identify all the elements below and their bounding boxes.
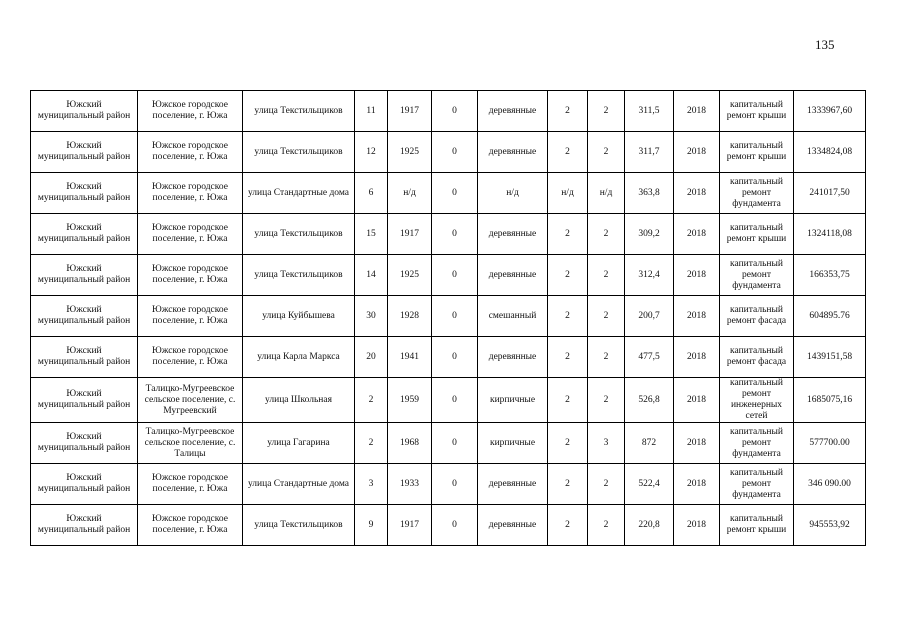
wall-material-cell: деревянные bbox=[478, 91, 548, 132]
floors-cell: 2 bbox=[548, 423, 588, 464]
value-cell: 0 bbox=[432, 91, 478, 132]
work-type-cell: капитальный ремонт фасада bbox=[720, 296, 794, 337]
build-year-cell: 1917 bbox=[388, 505, 432, 546]
wall-material-cell: деревянные bbox=[478, 464, 548, 505]
cost-cell: 1333967,60 bbox=[794, 91, 866, 132]
street-cell: улица Куйбышева bbox=[243, 296, 355, 337]
table-row bbox=[31, 91, 866, 132]
area-cell: 363,8 bbox=[625, 173, 674, 214]
area-cell: 312,4 bbox=[625, 255, 674, 296]
district-cell: Южский муниципальный район bbox=[31, 132, 138, 173]
value-cell: 0 bbox=[432, 423, 478, 464]
cost-cell: 346 090.00 bbox=[794, 464, 866, 505]
value-cell: 0 bbox=[432, 296, 478, 337]
area-cell: 311,7 bbox=[625, 132, 674, 173]
work-type-cell: капитальный ремонт инженерных сетей bbox=[720, 378, 794, 423]
table-row bbox=[31, 296, 866, 337]
table-row bbox=[31, 337, 866, 378]
plan-year-cell: 2018 bbox=[674, 505, 720, 546]
house-number-cell: 3 bbox=[355, 464, 388, 505]
settlement-cell: Талицко-Мугреевское сельское поселение, с. Мугреевский bbox=[138, 378, 243, 423]
cost-cell: 945553,92 bbox=[794, 505, 866, 546]
area-cell: 477,5 bbox=[625, 337, 674, 378]
work-type-cell: капитальный ремонт крыши bbox=[720, 505, 794, 546]
floors-cell: 2 bbox=[548, 214, 588, 255]
district-cell: Южский муниципальный район bbox=[31, 378, 138, 423]
wall-material-cell: деревянные bbox=[478, 132, 548, 173]
street-cell: улица Карла Маркса bbox=[243, 337, 355, 378]
area-cell: 200,7 bbox=[625, 296, 674, 337]
work-type-cell: капитальный ремонт фундамента bbox=[720, 423, 794, 464]
entrances-cell: 2 bbox=[588, 255, 625, 296]
value-cell: 0 bbox=[432, 173, 478, 214]
wall-material-cell: деревянные bbox=[478, 214, 548, 255]
work-type-cell: капитальный ремонт фундамента bbox=[720, 464, 794, 505]
street-cell: улица Текстильщиков bbox=[243, 132, 355, 173]
entrances-cell: 2 bbox=[588, 378, 625, 423]
build-year-cell: 1928 bbox=[388, 296, 432, 337]
district-cell: Южский муниципальный район bbox=[31, 255, 138, 296]
plan-year-cell: 2018 bbox=[674, 132, 720, 173]
cost-cell: 241017,50 bbox=[794, 173, 866, 214]
district-cell: Южский муниципальный район bbox=[31, 337, 138, 378]
floors-cell: 2 bbox=[548, 91, 588, 132]
floors-cell: 2 bbox=[548, 378, 588, 423]
area-cell: 309,2 bbox=[625, 214, 674, 255]
plan-year-cell: 2018 bbox=[674, 423, 720, 464]
street-cell: улица Текстильщиков bbox=[243, 214, 355, 255]
build-year-cell: 1917 bbox=[388, 91, 432, 132]
cost-cell: 1685075,16 bbox=[794, 378, 866, 423]
cost-cell: 577700.00 bbox=[794, 423, 866, 464]
build-year-cell: н/д bbox=[388, 173, 432, 214]
table-row bbox=[31, 423, 866, 464]
settlement-cell: Южское городское поселение, г. Южа bbox=[138, 132, 243, 173]
entrances-cell: 2 bbox=[588, 296, 625, 337]
area-cell: 522,4 bbox=[625, 464, 674, 505]
district-cell: Южский муниципальный район bbox=[31, 505, 138, 546]
value-cell: 0 bbox=[432, 132, 478, 173]
value-cell: 0 bbox=[432, 337, 478, 378]
wall-material-cell: н/д bbox=[478, 173, 548, 214]
page-number: 135 bbox=[815, 37, 835, 52]
entrances-cell: 2 bbox=[588, 132, 625, 173]
table-row bbox=[31, 173, 866, 214]
settlement-cell: Южское городское поселение, г. Южа bbox=[138, 214, 243, 255]
street-cell: улица Текстильщиков bbox=[243, 91, 355, 132]
district-cell: Южский муниципальный район bbox=[31, 214, 138, 255]
house-number-cell: 15 bbox=[355, 214, 388, 255]
cost-cell: 1324118,08 bbox=[794, 214, 866, 255]
house-number-cell: 12 bbox=[355, 132, 388, 173]
floors-cell: н/д bbox=[548, 173, 588, 214]
cost-cell: 166353,75 bbox=[794, 255, 866, 296]
area-cell: 311,5 bbox=[625, 91, 674, 132]
entrances-cell: 2 bbox=[588, 464, 625, 505]
entrances-cell: 2 bbox=[588, 505, 625, 546]
district-cell: Южский муниципальный район bbox=[31, 173, 138, 214]
settlement-cell: Южское городское поселение, г. Южа bbox=[138, 296, 243, 337]
settlement-cell: Талицко-Мугреевское сельское поселение, с. Талицы bbox=[138, 423, 243, 464]
settlement-cell: Южское городское поселение, г. Южа bbox=[138, 464, 243, 505]
wall-material-cell: деревянные bbox=[478, 505, 548, 546]
floors-cell: 2 bbox=[548, 296, 588, 337]
cost-cell: 604895.76 bbox=[794, 296, 866, 337]
build-year-cell: 1959 bbox=[388, 378, 432, 423]
area-cell: 872 bbox=[625, 423, 674, 464]
area-cell: 220,8 bbox=[625, 505, 674, 546]
street-cell: улица Школьная bbox=[243, 378, 355, 423]
value-cell: 0 bbox=[432, 378, 478, 423]
table-row bbox=[31, 464, 866, 505]
cost-cell: 1439151,58 bbox=[794, 337, 866, 378]
street-cell: улица Гагарина bbox=[243, 423, 355, 464]
table-row bbox=[31, 214, 866, 255]
floors-cell: 2 bbox=[548, 132, 588, 173]
floors-cell: 2 bbox=[548, 505, 588, 546]
floors-cell: 2 bbox=[548, 255, 588, 296]
wall-material-cell: кирпичные bbox=[478, 378, 548, 423]
plan-year-cell: 2018 bbox=[674, 214, 720, 255]
work-type-cell: капитальный ремонт фасада bbox=[720, 337, 794, 378]
cost-cell: 1334824,08 bbox=[794, 132, 866, 173]
wall-material-cell: деревянные bbox=[478, 337, 548, 378]
street-cell: улица Стандартные дома bbox=[243, 173, 355, 214]
settlement-cell: Южское городское поселение, г. Южа bbox=[138, 505, 243, 546]
work-type-cell: капитальный ремонт крыши bbox=[720, 132, 794, 173]
plan-year-cell: 2018 bbox=[674, 378, 720, 423]
work-type-cell: капитальный ремонт фундамента bbox=[720, 255, 794, 296]
plan-year-cell: 2018 bbox=[674, 296, 720, 337]
entrances-cell: 2 bbox=[588, 337, 625, 378]
build-year-cell: 1968 bbox=[388, 423, 432, 464]
settlement-cell: Южское городское поселение, г. Южа bbox=[138, 173, 243, 214]
district-cell: Южский муниципальный район bbox=[31, 464, 138, 505]
build-year-cell: 1925 bbox=[388, 255, 432, 296]
wall-material-cell: деревянные bbox=[478, 255, 548, 296]
area-cell: 526,8 bbox=[625, 378, 674, 423]
build-year-cell: 1941 bbox=[388, 337, 432, 378]
house-number-cell: 14 bbox=[355, 255, 388, 296]
street-cell: улица Стандартные дома bbox=[243, 464, 355, 505]
house-number-cell: 11 bbox=[355, 91, 388, 132]
floors-cell: 2 bbox=[548, 337, 588, 378]
build-year-cell: 1925 bbox=[388, 132, 432, 173]
value-cell: 0 bbox=[432, 505, 478, 546]
settlement-cell: Южское городское поселение, г. Южа bbox=[138, 91, 243, 132]
plan-year-cell: 2018 bbox=[674, 464, 720, 505]
floors-cell: 2 bbox=[548, 464, 588, 505]
build-year-cell: 1917 bbox=[388, 214, 432, 255]
plan-year-cell: 2018 bbox=[674, 173, 720, 214]
street-cell: улица Текстильщиков bbox=[243, 255, 355, 296]
table-row bbox=[31, 505, 866, 546]
entrances-cell: 2 bbox=[588, 91, 625, 132]
house-number-cell: 6 bbox=[355, 173, 388, 214]
entrances-cell: 3 bbox=[588, 423, 625, 464]
table-row bbox=[31, 255, 866, 296]
plan-year-cell: 2018 bbox=[674, 337, 720, 378]
value-cell: 0 bbox=[432, 255, 478, 296]
work-type-cell: капитальный ремонт крыши bbox=[720, 214, 794, 255]
value-cell: 0 bbox=[432, 214, 478, 255]
wall-material-cell: смешанный bbox=[478, 296, 548, 337]
plan-year-cell: 2018 bbox=[674, 255, 720, 296]
street-cell: улица Текстильщиков bbox=[243, 505, 355, 546]
district-cell: Южский муниципальный район bbox=[31, 296, 138, 337]
settlement-cell: Южское городское поселение, г. Южа bbox=[138, 337, 243, 378]
wall-material-cell: кирпичные bbox=[478, 423, 548, 464]
district-cell: Южский муниципальный район bbox=[31, 91, 138, 132]
table-row bbox=[31, 132, 866, 173]
housing-repair-table bbox=[30, 90, 866, 546]
house-number-cell: 2 bbox=[355, 378, 388, 423]
value-cell: 0 bbox=[432, 464, 478, 505]
build-year-cell: 1933 bbox=[388, 464, 432, 505]
house-number-cell: 2 bbox=[355, 423, 388, 464]
entrances-cell: 2 bbox=[588, 214, 625, 255]
work-type-cell: капитальный ремонт крыши bbox=[720, 91, 794, 132]
house-number-cell: 20 bbox=[355, 337, 388, 378]
house-number-cell: 9 bbox=[355, 505, 388, 546]
table-row bbox=[31, 378, 866, 423]
table-body bbox=[31, 91, 866, 546]
plan-year-cell: 2018 bbox=[674, 91, 720, 132]
house-number-cell: 30 bbox=[355, 296, 388, 337]
settlement-cell: Южское городское поселение, г. Южа bbox=[138, 255, 243, 296]
entrances-cell: н/д bbox=[588, 173, 625, 214]
district-cell: Южский муниципальный район bbox=[31, 423, 138, 464]
work-type-cell: капитальный ремонт фундамента bbox=[720, 173, 794, 214]
